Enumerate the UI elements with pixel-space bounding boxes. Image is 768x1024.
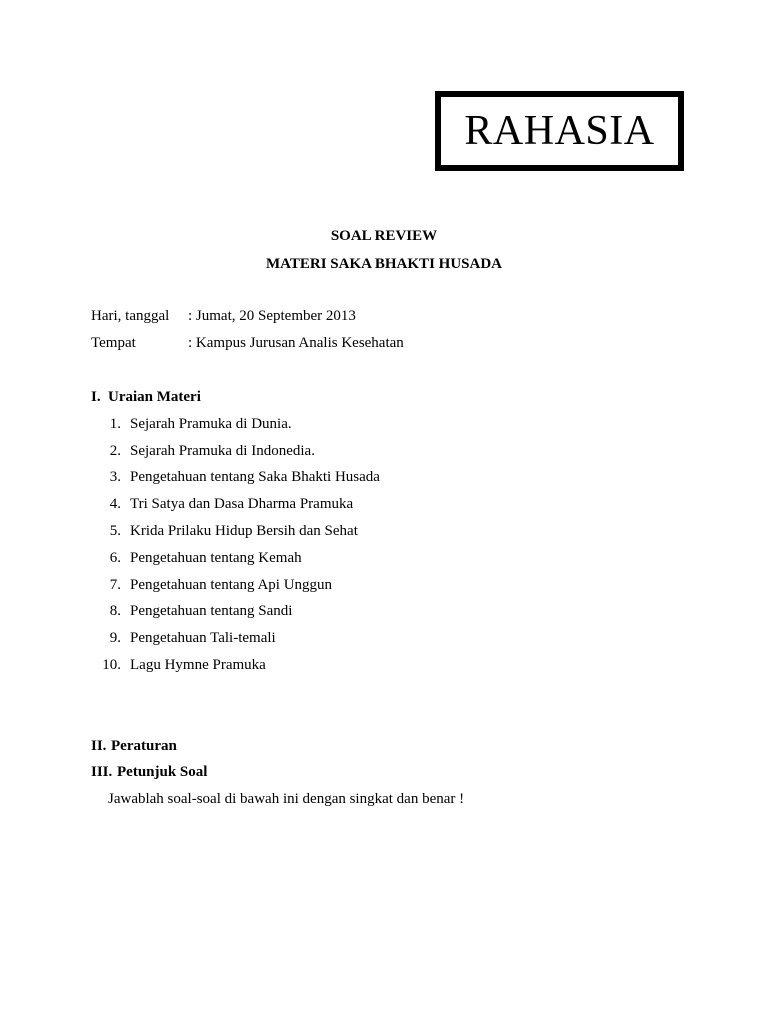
list-item: Sejarah Pramuka di Indonedia. — [130, 443, 315, 459]
list-item: Pengetahuan tentang Saka Bhakti Husada — [130, 469, 380, 485]
section1-numeral: I. — [91, 389, 101, 405]
info-value-date: : Jumat, 20 September 2013 — [188, 308, 356, 324]
section3-instruction: Jawablah soal-soal di bawah ini dengan singkat dan benar ! — [108, 791, 465, 807]
info-value-place: : Kampus Jurusan Analis Kesehatan — [188, 335, 404, 351]
document-title: SOAL REVIEW — [330, 228, 438, 244]
list-item: Pengetahuan Tali-temali — [130, 630, 276, 646]
info-label-date: Hari, tanggal — [91, 308, 170, 324]
section1-heading: Uraian Materi — [108, 389, 201, 405]
list-item: Tri Satya dan Dasa Dharma Pramuka — [130, 496, 354, 512]
list-item: Pengetahuan tentang Sandi — [130, 603, 293, 619]
list-item-number: 10. — [102, 657, 121, 673]
confidential-stamp: RAHASIA — [435, 91, 684, 171]
list-item: Krida Prilaku Hidup Bersih dan Sehat — [130, 523, 358, 539]
list-item-number: 7. — [109, 577, 121, 593]
list-item-number: 8. — [109, 603, 121, 619]
info-label-place: Tempat — [91, 335, 136, 351]
list-item: Pengetahuan tentang Kemah — [130, 550, 302, 566]
list-item: Lagu Hymne Pramuka — [130, 657, 266, 673]
list-item-number: 4. — [109, 496, 121, 512]
list-item-number: 5. — [109, 523, 121, 539]
list-item-number: 6. — [109, 550, 121, 566]
list-item-number: 9. — [109, 630, 121, 646]
list-item-number: 3. — [109, 469, 121, 485]
section2-numeral: II. — [91, 738, 107, 754]
list-item-number: 2. — [109, 443, 121, 459]
section2-heading: Peraturan — [111, 738, 177, 754]
section3-numeral: III. — [91, 764, 113, 780]
section3-heading: Petunjuk Soal — [117, 764, 208, 780]
document-subtitle: MATERI SAKA BHAKTI HUSADA — [265, 256, 502, 272]
list-item: Pengetahuan tentang Api Unggun — [130, 577, 333, 593]
list-item: Sejarah Pramuka di Dunia. — [130, 416, 292, 432]
list-item-number: 1. — [109, 416, 121, 432]
